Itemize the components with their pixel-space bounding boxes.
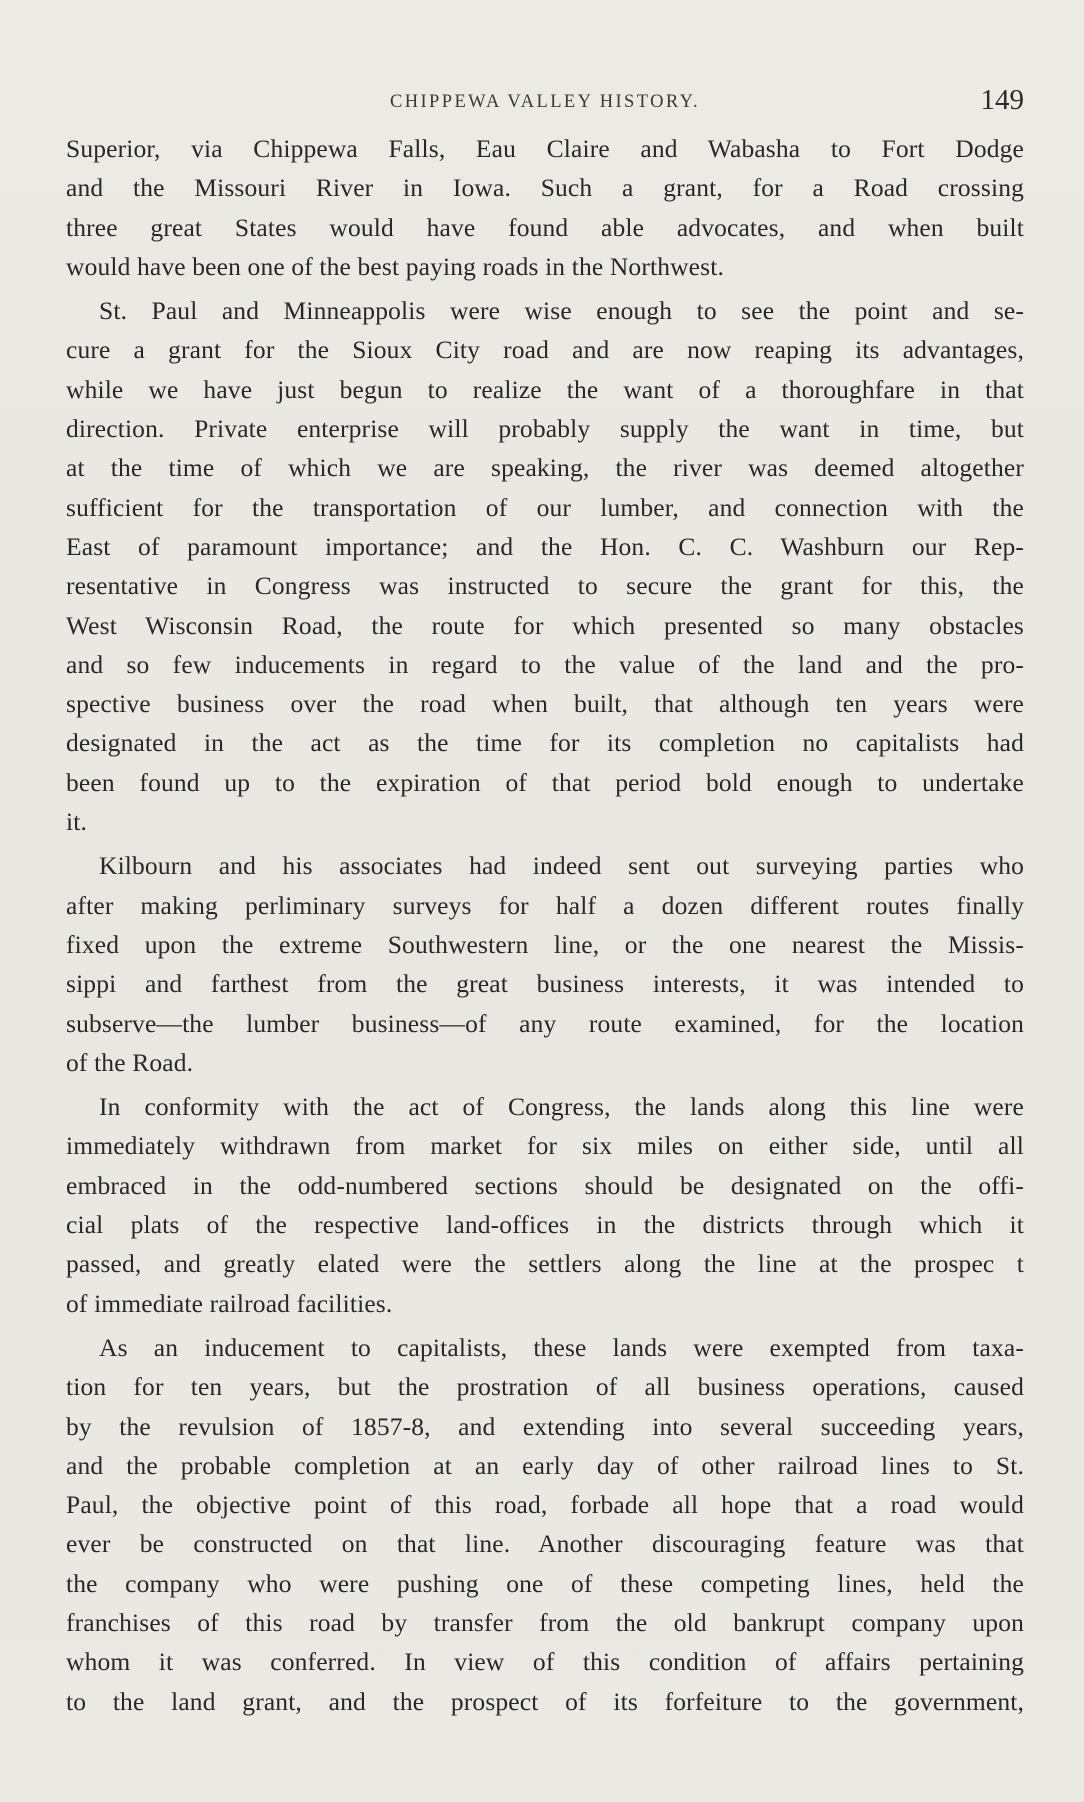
- text-line: In conformity with the act of Congress, the lands along this line were: [99, 1092, 1024, 1122]
- text-line: it.: [66, 807, 87, 837]
- running-title: CHIPPEWA VALLEY HISTORY.: [390, 92, 700, 112]
- text-line: Paul, the objective point of this road, forbade all hope that a road would: [66, 1490, 1024, 1520]
- text-line: at the time of which we are speaking, the river was deemed altogether: [66, 453, 1024, 483]
- text-line: cure a grant for the Sioux City road and are now reaping its advantages,: [66, 335, 1024, 365]
- text-line: West Wisconsin Road, the route for which presented so many obstacles: [66, 610, 1024, 640]
- text-line: resentative in Congress was instructed to secure the grant for this, the: [66, 571, 1024, 601]
- text-line: to the land grant, and the prospect of its forfeiture to the government,: [66, 1686, 1024, 1716]
- text-line: cial plats of the respective land-offices in the districts through which it: [66, 1210, 1024, 1240]
- paragraph: [66, 129, 1024, 286]
- text-line: Superior, via Chippewa Falls, Eau Claire and Wabasha to Fort Dodge: [66, 134, 1024, 163]
- text-line: East of paramount importance; and the Hon. C. C. Washburn our Rep-: [66, 531, 1024, 561]
- text-line: franchises of this road by transfer from the old bankrupt company upon: [66, 1607, 1024, 1637]
- text-line: while we have just begun to realize the want of a thoroughfare in that: [66, 374, 1024, 404]
- text-line: ever be constructed on that line. Another discouraging feature was that: [66, 1529, 1024, 1559]
- text-line: and the Missouri River in Iowa. Such a grant, for a Road crossing: [66, 173, 1024, 203]
- paragraph: [66, 1328, 1024, 1721]
- text-line: designated in the act as the time for its completion no capitalists had: [66, 728, 1024, 758]
- text-line: whom it was conferred. In view of this condition of affairs pertaining: [66, 1647, 1024, 1677]
- text-line: and so few inducements in regard to the value of the land and the pro-: [66, 649, 1024, 679]
- text-line: embraced in the odd-numbered sections should be designated on the offi-: [66, 1170, 1024, 1200]
- text-line: the company who were pushing one of these competing lines, held the: [66, 1568, 1024, 1598]
- text-line: tion for ten years, but the prostration of all business operations, caused: [66, 1372, 1024, 1402]
- text-line: would have been one of the best paying roads in the Northwest.: [66, 251, 724, 281]
- text-line: after making perliminary surveys for half a dozen different routes finally: [66, 890, 1024, 920]
- text-line: of the Road.: [66, 1047, 194, 1077]
- text-line: been found up to the expiration of that period bold enough to undertake: [66, 767, 1024, 797]
- text-line: As an inducement to capitalists, these lands were exempted from taxa-: [99, 1332, 1024, 1362]
- text-line: immediately withdrawn from market for six miles on either side, until all: [66, 1131, 1024, 1161]
- text-line: passed, and greatly elated were the settlers along the line at the prospec t: [66, 1249, 1024, 1279]
- text-line: sippi and farthest from the great business interests, it was intended to: [66, 969, 1024, 999]
- text-line: spective business over the road when built, that although ten years were: [66, 689, 1024, 719]
- paragraph: [66, 846, 1024, 1082]
- text-line: and the probable completion at an early day of other railroad lines to St.: [66, 1450, 1024, 1480]
- text-line: by the revulsion of 1857-8, and extending into several succeeding years,: [66, 1411, 1024, 1441]
- running-head: [66, 82, 1024, 118]
- text-line: Kilbourn and his associates had indeed sent out surveying parties who: [99, 851, 1024, 881]
- paragraph: [66, 291, 1024, 841]
- paragraph: [66, 1087, 1024, 1323]
- text-line: fixed upon the extreme Southwestern line, or the one nearest the Missis-: [66, 929, 1024, 959]
- text-line: sufficient for the transportation of our lumber, and connection with the: [66, 492, 1024, 522]
- text-line: three great States would have found able advocates, and when built: [66, 212, 1024, 242]
- body-text: [66, 129, 1024, 1721]
- text-line: direction. Private enterprise will probably supply the want in time, but: [66, 414, 1024, 444]
- page-number: 149: [980, 84, 1024, 116]
- text-line: subserve—the lumber business—of any route examined, for the location: [66, 1008, 1024, 1038]
- text-line: of immediate railroad facilities.: [66, 1288, 393, 1318]
- text-line: St. Paul and Minneappolis were wise enough to see the point and se-: [99, 296, 1024, 326]
